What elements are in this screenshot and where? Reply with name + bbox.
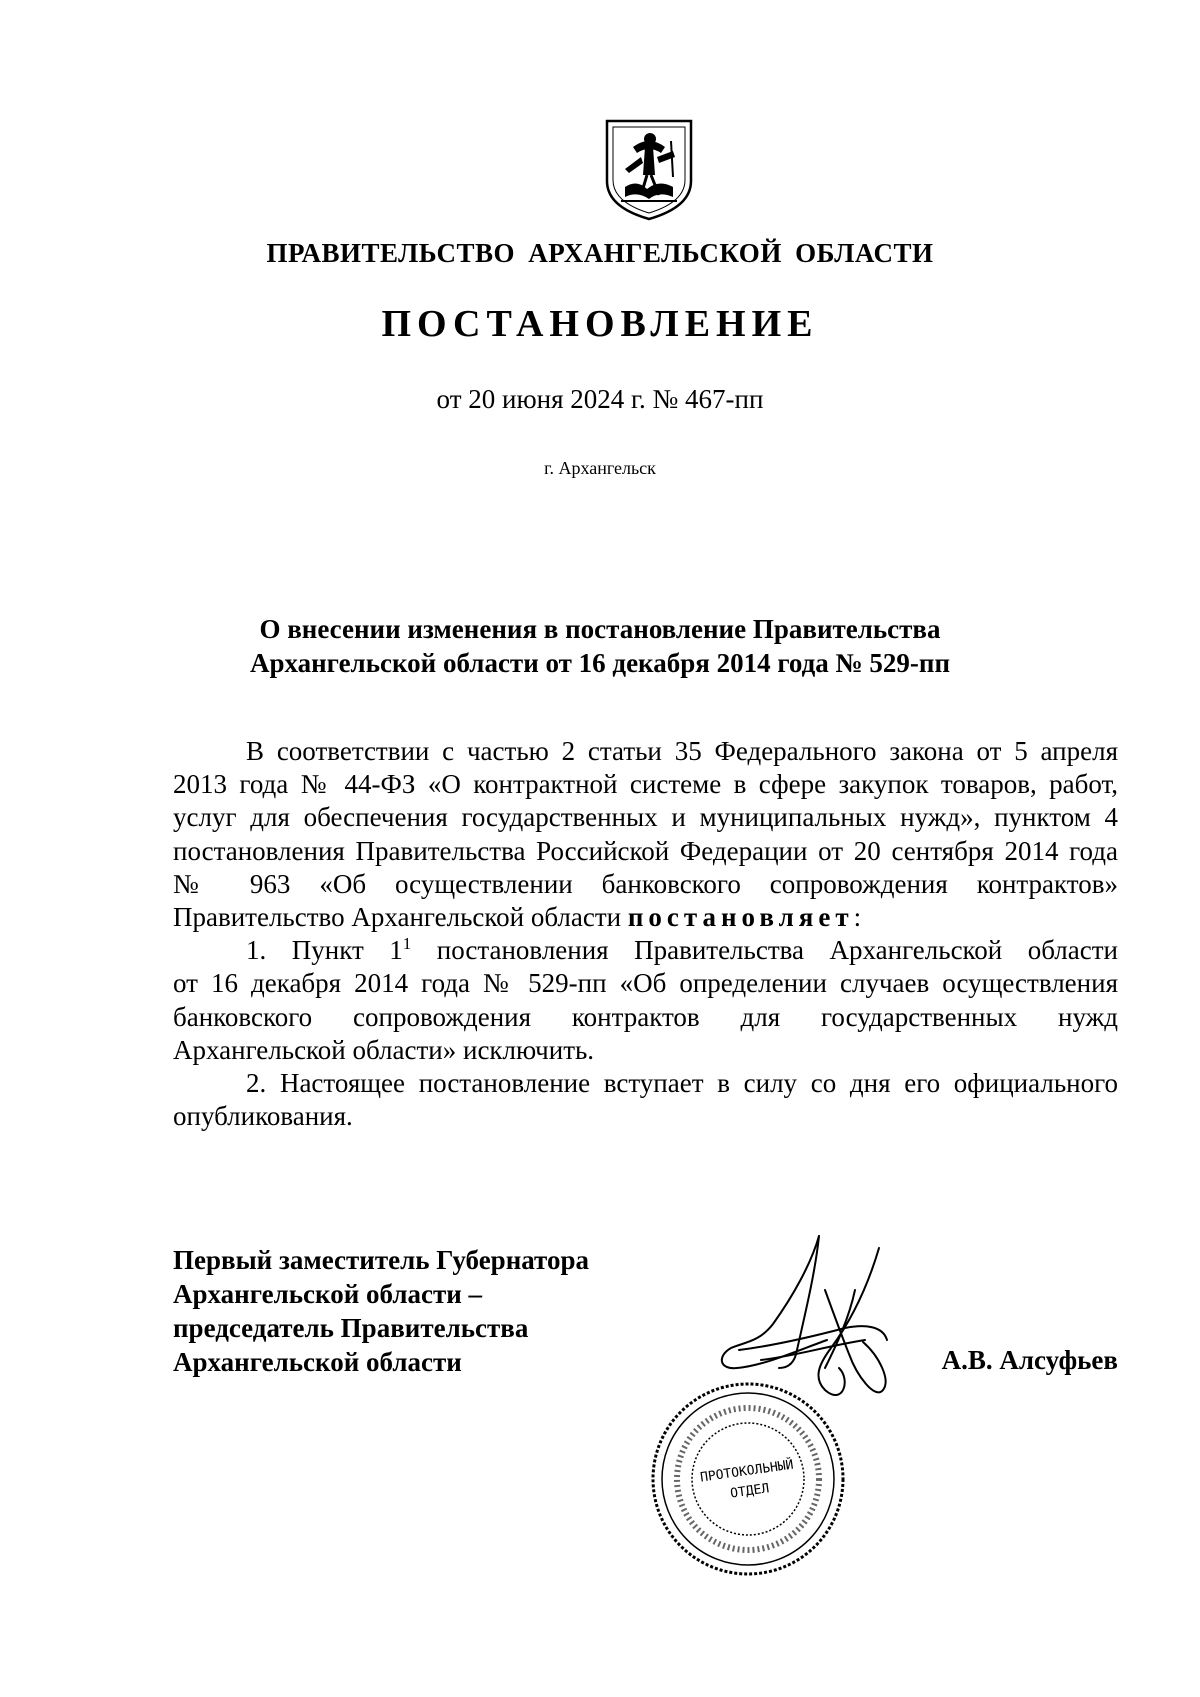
signer-title-line-4: Архангельской области bbox=[173, 1347, 462, 1377]
round-seal-stamp bbox=[648, 1379, 848, 1579]
preamble-line-5: № 963 «Об осуществлении банковского сопровождения контрактов» bbox=[173, 868, 1118, 899]
preamble-colon: : bbox=[853, 902, 862, 933]
preamble-text: Правительство Архангельской области bbox=[173, 902, 628, 933]
preamble-line-4: постановления Правительства Российской Федерации от 20 сентября 2014 года bbox=[173, 835, 1118, 866]
item-1-line-1 bbox=[173, 934, 1118, 967]
item-1-rest: постановления Правительства Архангельской области bbox=[411, 935, 1118, 966]
document-date: 20 июня 2024 г. bbox=[468, 384, 646, 414]
date-prefix: от bbox=[436, 384, 462, 414]
resolution-verb: постановляет bbox=[627, 902, 854, 933]
item-2-line-2: опубликования. bbox=[173, 1101, 353, 1132]
signer-title bbox=[173, 1243, 589, 1379]
preamble-line-1: В соответствии с частью 2 статьи 35 Федерального закона от 5 апреля bbox=[246, 736, 1118, 766]
preamble-line-2: 2013 года № 44-ФЗ «О контрактной системе в сфере закупок товаров, работ, bbox=[173, 769, 1118, 800]
coat-of-arms-emblem-icon bbox=[603, 117, 695, 223]
number-label: № bbox=[652, 384, 679, 414]
document-type: ПОСТАНОВЛЕНИЕ bbox=[381, 303, 819, 345]
item-1-start: 1. Пункт 1 bbox=[246, 935, 403, 966]
signer-title-line-3: председатель Правительства bbox=[173, 1313, 529, 1343]
document-number: 467-пп bbox=[685, 384, 764, 414]
preamble-line-6 bbox=[173, 901, 1118, 934]
subject-line-2: Архангельской области от 16 декабря 2014 года № 529-пп bbox=[249, 648, 951, 678]
document-body bbox=[173, 735, 1118, 1133]
signer-name: А.В. Алсуфьев bbox=[941, 1345, 1118, 1375]
preamble-line-3: услуг для обеспечения государственных и муниципальных нужд», пунктом 4 bbox=[173, 802, 1118, 833]
stamp-text-line-1: ПРОТОКОЛЬНЫЙ bbox=[699, 1457, 795, 1486]
item-2-line-1: 2. Настоящее постановление вступает в силу со дня его официального bbox=[246, 1068, 1118, 1099]
government-title: ПРАВИТЕЛЬСТВО АРХАНГЕЛЬСКОЙ ОБЛАСТИ bbox=[266, 238, 934, 268]
signer-title-line-2: Архангельской области – bbox=[173, 1279, 483, 1309]
signer-title-line-1: Первый заместитель Губернатора bbox=[173, 1245, 589, 1275]
document-city: г. Архангельск bbox=[544, 458, 656, 478]
subject-line-1: О внесении изменения в постановление Правительства bbox=[259, 614, 941, 644]
document-date-number bbox=[0, 384, 1200, 415]
item-1-line-4: Архангельской области» исключить. bbox=[173, 1034, 595, 1065]
item-1-line-3: банковского сопровождения контрактов для государственных нужд bbox=[173, 1001, 1118, 1032]
item-1-superscript: 1 bbox=[402, 934, 412, 954]
item-1-line-2: от 16 декабря 2014 года № 529-пп «Об определении случаев осуществления bbox=[173, 968, 1118, 999]
stamp-text-line-2: ОТДЕЛ bbox=[729, 1481, 771, 1502]
document-subject bbox=[0, 612, 1200, 680]
